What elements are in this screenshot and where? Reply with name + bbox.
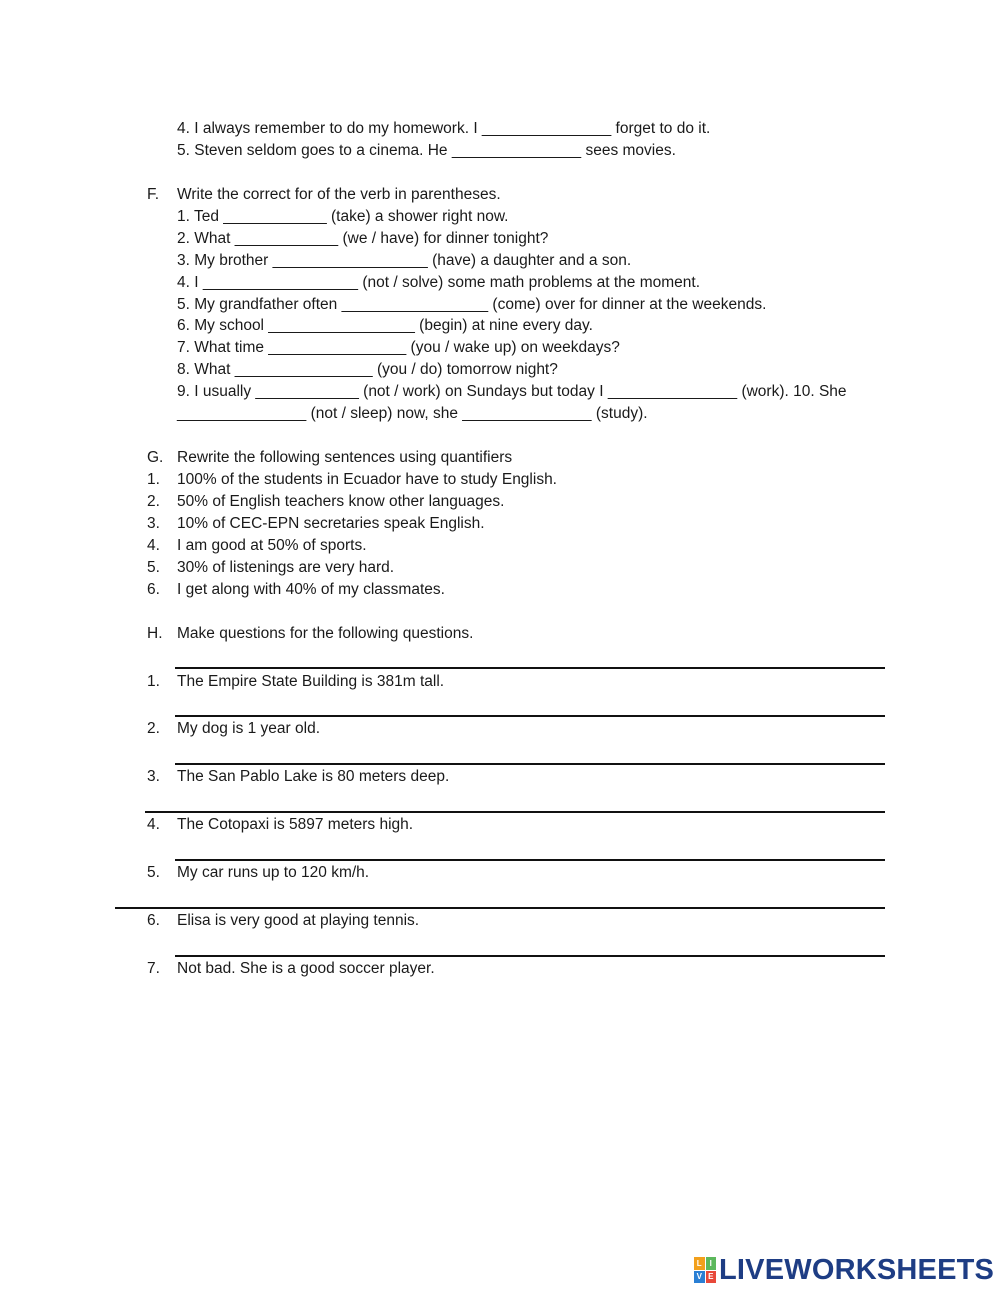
exercise-g-item: 100% of the students in Ecuador have to study English. (177, 471, 557, 488)
section-f-letter: F. (147, 186, 160, 203)
exercise-h-number: 6. (147, 912, 160, 929)
exercise-g-number: 2. (147, 493, 160, 510)
exercise-g-number: 4. (147, 537, 160, 554)
exercise-h-number: 3. (147, 768, 160, 785)
logo-badge-letter: L (694, 1257, 705, 1270)
exercise-g-item: I am good at 50% of sports. (177, 537, 367, 554)
exercise-h-number: 5. (147, 864, 160, 881)
exercise-g-number: 1. (147, 471, 160, 488)
section-h-letter: H. (147, 625, 163, 642)
logo-badge-letter: I (706, 1257, 717, 1270)
exercise-h-item: Not bad. She is a good soccer player. (177, 960, 435, 977)
exercise-h-item: My car runs up to 120 km/h. (177, 864, 370, 881)
answer-line[interactable] (175, 715, 885, 717)
exercise-f-item: 1. Ted ____________ (take) a shower right now. (177, 208, 509, 225)
exercise-g-item: 30% of listenings are very hard. (177, 559, 395, 576)
exercise-h-item: Elisa is very good at playing tennis. (177, 912, 420, 929)
exercise-h-item: The Cotopaxi is 5897 meters high. (177, 816, 414, 833)
exercise-e-item-5: 5. Steven seldom goes to a cinema. He _______________ sees movies. (177, 142, 676, 159)
answer-line[interactable] (115, 907, 885, 909)
exercise-f-item: _______________ (not / sleep) now, she _______________ (study). (177, 405, 648, 422)
exercise-f-item: 7. What time ________________ (you / wake up) on weekdays? (177, 339, 620, 356)
answer-line[interactable] (175, 667, 885, 669)
exercise-f-item: 9. I usually ____________ (not / work) on Sundays but today I _______________ (work). 10. She (177, 383, 847, 400)
exercise-f-item: 5. My grandfather often _________________ (come) over for dinner at the weekends. (177, 296, 767, 313)
logo-badge-letter: V (694, 1271, 705, 1284)
exercise-h-item: The Empire State Building is 381m tall. (177, 673, 445, 690)
exercise-f-item: 2. What ____________ (we / have) for dinner tonight? (177, 230, 549, 247)
exercise-g-item: 10% of CEC-EPN secretaries speak English. (177, 515, 485, 532)
answer-line[interactable] (145, 811, 885, 813)
exercise-h-item: My dog is 1 year old. (177, 720, 321, 737)
exercise-h-number: 4. (147, 816, 160, 833)
exercise-h-item: The San Pablo Lake is 80 meters deep. (177, 768, 450, 785)
logo-badge-icon (694, 1257, 716, 1283)
exercise-h-number: 7. (147, 960, 160, 977)
answer-line[interactable] (175, 763, 885, 765)
section-g-letter: G. (147, 449, 164, 466)
exercise-f-item: 6. My school _________________ (begin) at nine every day. (177, 317, 593, 334)
answer-line[interactable] (175, 955, 885, 957)
exercise-g-item: I get along with 40% of my classmates. (177, 581, 445, 598)
section-h-title: Make questions for the following questions. (177, 625, 474, 642)
exercise-e-item-4: 4. I always remember to do my homework. I _______________ forget to do it. (177, 120, 711, 137)
exercise-g-number: 6. (147, 581, 160, 598)
exercise-f-item: 8. What ________________ (you / do) tomorrow night? (177, 361, 558, 378)
exercise-g-item: 50% of English teachers know other languages. (177, 493, 505, 510)
logo-badge-letter: E (706, 1271, 717, 1284)
exercise-f-item: 4. I __________________ (not / solve) some math problems at the moment. (177, 274, 701, 291)
exercise-g-number: 5. (147, 559, 160, 576)
exercise-h-number: 2. (147, 720, 160, 737)
logo-text: LIVEWORKSHEETS (719, 1253, 995, 1286)
exercise-h-number: 1. (147, 673, 160, 690)
liveworksheets-logo (694, 1254, 994, 1286)
exercise-g-number: 3. (147, 515, 160, 532)
answer-line[interactable] (175, 859, 885, 861)
exercise-f-item: 3. My brother __________________ (have) a daughter and a son. (177, 252, 632, 269)
section-f-title: Write the correct for of the verb in parentheses. (177, 186, 501, 203)
section-g-title: Rewrite the following sentences using quantifiers (177, 449, 513, 466)
